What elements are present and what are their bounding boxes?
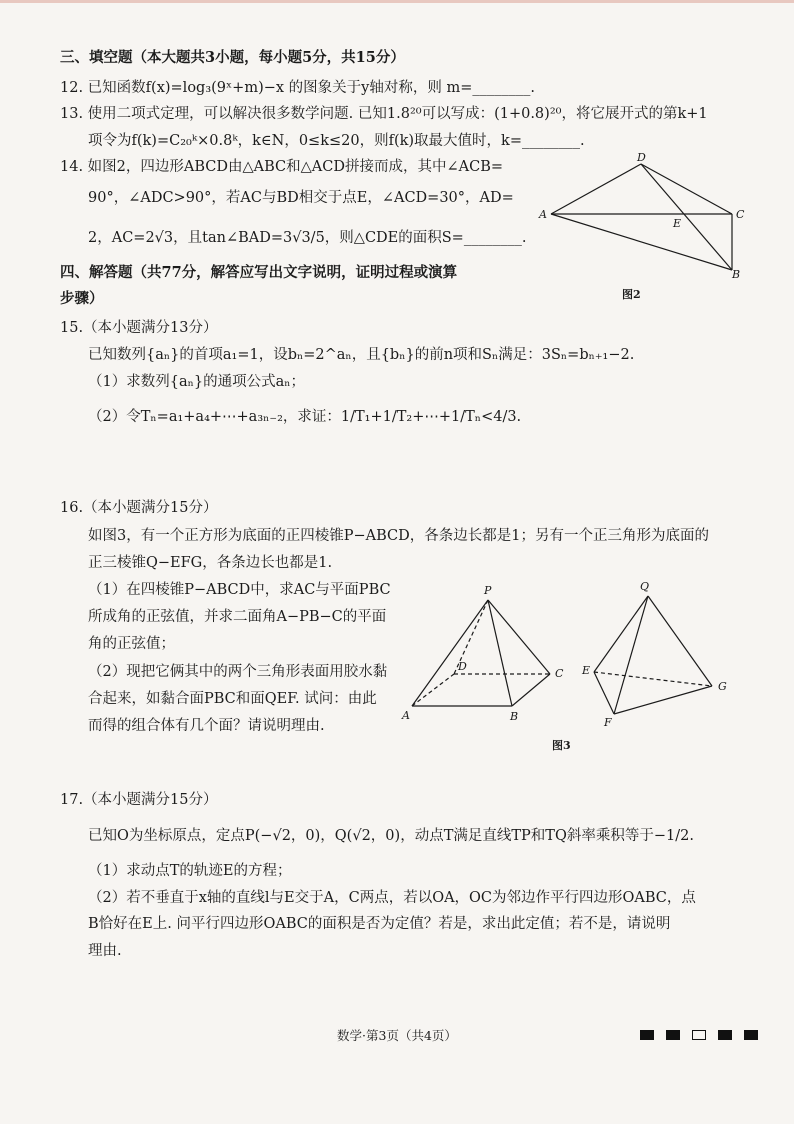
section3-heading: 三、填空题（本大题共3小题，每小题5分，共15分） bbox=[60, 49, 405, 66]
fig2-label-B: B bbox=[732, 268, 741, 281]
question-16-part1-line3: 角的正弦值； bbox=[88, 636, 175, 652]
question-16-part1-line2: 所成角的正弦值，并求二面角A−PB−C的平面 bbox=[88, 609, 387, 625]
fig3-label-Q: Q bbox=[640, 580, 650, 593]
question-16-part2-line2: 合起来，如黏合面PBC和面QEF. 试问：由此 bbox=[88, 691, 377, 707]
question-15-part1: （1）求数列{aₙ}的通项公式aₙ； bbox=[88, 374, 306, 390]
fig3-label-G: G bbox=[718, 680, 727, 693]
question-16-part2-line1: （2）现把它俩其中的两个三角形表面用胶水黏 bbox=[88, 664, 388, 680]
question-15-line1: 已知数列{aₙ}的首项a₁=1，设bₙ=2^aₙ，且{bₙ}的前n项和Sₙ满足：3Sₙ=bₙ₊₁−2. bbox=[88, 347, 635, 363]
question-16-line2: 正三棱锥Q−EFG，各条边长也都是1. bbox=[88, 555, 333, 571]
fig3-label-B: B bbox=[510, 710, 519, 723]
mark-block bbox=[744, 1030, 758, 1040]
fig2-label-D: D bbox=[637, 152, 646, 164]
section4-heading-line2: 步骤） bbox=[60, 290, 104, 307]
question-15-heading: 15.（本小题满分13分） bbox=[60, 320, 218, 336]
question-14-line1: 14. 如图2，四边形ABCD由△ABC和△ACD拼接而成，其中∠ACB= bbox=[60, 159, 504, 175]
page-footer: 数学·第3页（共4页） bbox=[337, 1028, 457, 1043]
mark-block-empty bbox=[692, 1030, 706, 1040]
fig2-label-A: A bbox=[539, 208, 547, 221]
fig3-label-P: P bbox=[484, 584, 492, 597]
question-17-part2-line1: （2）若不垂直于x轴的直线l与E交于A，C两点，若以OA，OC为邻边作平行四边形OABC，点 bbox=[88, 890, 696, 906]
fig2-label-E: E bbox=[673, 217, 682, 230]
question-12: 12. 已知函数f(x)=log₃(9ˣ+m)−x 的图象关于y轴对称，则 m=________. bbox=[60, 80, 535, 96]
question-17-line1: 已知O为坐标原点，定点P(−√2，0)，Q(√2，0)，动点T满足直线TP和TQ斜率乘积等于−1/2. bbox=[88, 828, 694, 844]
question-16-heading: 16.（本小题满分15分） bbox=[60, 500, 218, 516]
figure-2 bbox=[535, 152, 755, 282]
question-17-part2-line2: B恰好在E上. 问平行四边形OABC的面积是否为定值？若是，求出此定值；若不是，请说明 bbox=[88, 916, 671, 932]
figure-3-diagram bbox=[400, 578, 745, 728]
question-13-line1: 13. 使用二项式定理，可以解决很多数学问题. 已知1.8²⁰可以写成：(1+0.8)²⁰，将它展开式的第k+1 bbox=[60, 106, 708, 122]
question-17-part2-line3: 理由. bbox=[88, 943, 122, 959]
page-top-edge bbox=[0, 0, 794, 3]
mark-block bbox=[718, 1030, 732, 1040]
figure-2-caption: 图2 bbox=[622, 288, 641, 301]
fig3-label-C: C bbox=[555, 667, 564, 680]
question-16-part2-line3: 而得的组合体有几个面？请说明理由. bbox=[88, 718, 325, 734]
fig3-label-E: E bbox=[582, 664, 591, 677]
question-17-part1: （1）求动点T的轨迹E的方程； bbox=[88, 863, 292, 879]
figure-3 bbox=[400, 578, 745, 728]
section4-heading-line1: 四、解答题（共77分，解答应写出文字说明，证明过程或演算 bbox=[60, 264, 458, 281]
question-14-line3: 2，AC=2√3，且tan∠BAD=3√3/5，则△CDE的面积S=________. bbox=[88, 230, 527, 246]
question-13-line2: 项令为f(k)=C₂₀ᵏ×0.8ᵏ，k∈N，0≤k≤20，则f(k)取最大值时，k=________. bbox=[88, 133, 585, 149]
mark-block bbox=[640, 1030, 654, 1040]
question-15-part2: （2）令Tₙ=a₁+a₄+⋯+a₃ₙ₋₂，求证：1/T₁+1/T₂+⋯+1/Tₙ<4/3. bbox=[88, 409, 522, 425]
fig2-label-C: C bbox=[736, 208, 745, 221]
question-14-line2: 90°，∠ADC>90°，若AC与BD相交于点E，∠ACD=30°，AD= bbox=[88, 190, 514, 206]
figure-3-caption: 图3 bbox=[552, 739, 571, 752]
question-17-heading: 17.（本小题满分15分） bbox=[60, 792, 218, 808]
figure-2-diagram bbox=[535, 152, 755, 282]
fig3-label-F: F bbox=[604, 716, 612, 728]
question-16-part1-line1: （1）在四棱锥P−ABCD中，求AC与平面PBC bbox=[88, 582, 391, 598]
registration-marks bbox=[640, 1030, 758, 1040]
mark-block bbox=[666, 1030, 680, 1040]
fig3-label-A: A bbox=[402, 709, 410, 722]
question-16-line1: 如图3，有一个正方形为底面的正四棱锥P−ABCD，各条边长都是1；另有一个正三角形为底面的 bbox=[88, 528, 709, 544]
fig3-label-D: D bbox=[458, 660, 467, 673]
